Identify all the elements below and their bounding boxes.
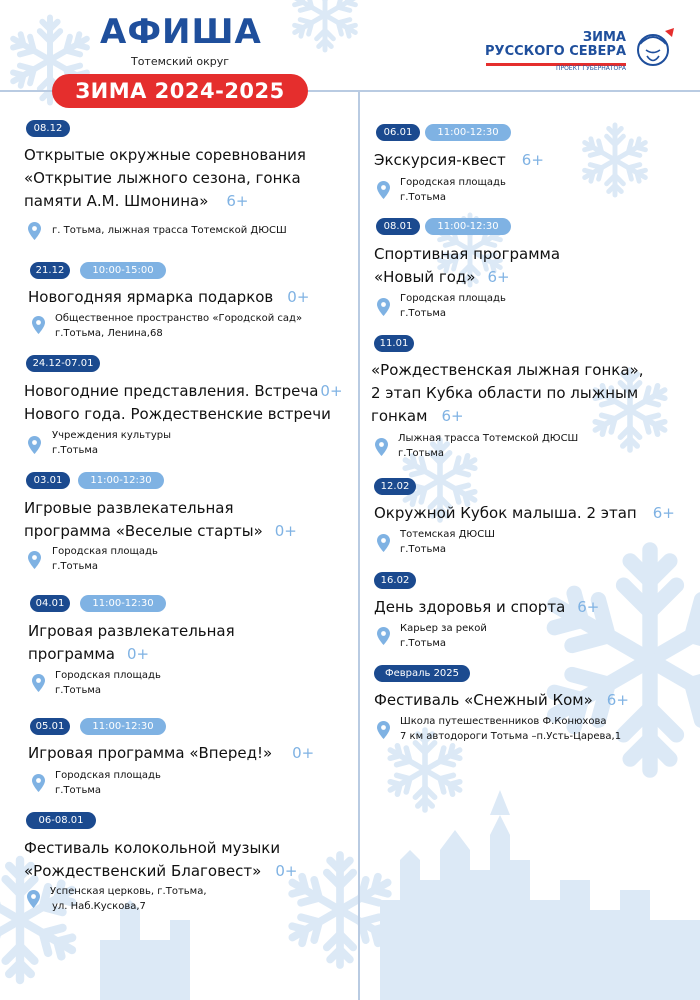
- venue-line: Карьер за рекой: [400, 623, 487, 634]
- location-pin-icon: [377, 534, 390, 552]
- district-subtitle: Тотемский округ: [130, 55, 230, 68]
- event-title-line: Фестиваль колокольной музыки: [24, 839, 281, 857]
- venue-line: г.Тотьма: [400, 638, 447, 649]
- venue-line: г. Тотьма, лыжная трасса Тотемской ДЮСШ: [52, 225, 287, 236]
- event-title: [24, 837, 354, 883]
- location-pin-icon: [377, 181, 390, 199]
- event-title: [24, 144, 354, 213]
- location-pin-icon: [32, 316, 45, 334]
- location-pin-icon: [375, 438, 388, 456]
- event-venue: [400, 527, 495, 557]
- location-pin-icon: [377, 298, 390, 316]
- event-title-line: День здоровья и спорта: [374, 598, 566, 616]
- event-title-line: «Открытие лыжного сезона, гонка: [24, 169, 301, 187]
- location-pin-icon: [28, 222, 41, 240]
- age-rating: 6+: [652, 504, 675, 522]
- season-badge: ЗИМА 2024-2025: [52, 74, 308, 108]
- event-venue: [52, 223, 287, 238]
- venue-line: г.Тотьма: [55, 685, 102, 696]
- age-rating: 0+: [292, 744, 315, 762]
- event-time-badge: 11:00-12:30: [80, 718, 166, 735]
- logo-line: РУССКОГО СЕВЕРА: [485, 44, 626, 59]
- event-title-line: «Рождественский Благовест»: [24, 862, 262, 880]
- venue-line: Тотемская ДЮСШ: [400, 529, 495, 540]
- age-rating: 6+: [577, 598, 600, 616]
- venue-line: г.Тотьма: [400, 544, 447, 555]
- venue-line: Общественное пространство «Городской сад»: [55, 313, 303, 324]
- venue-line: Успенская церковь, г.Тотьма,: [50, 886, 207, 897]
- venue-line: 7 км автодороги Тотьма –п.Усть-Царева,1: [400, 731, 622, 742]
- event-time-badge: 11:00-12:30: [80, 595, 166, 612]
- age-rating: 0+: [274, 522, 297, 540]
- event-venue: [50, 884, 207, 914]
- page-title: АФИША: [100, 12, 262, 52]
- event-venue: [400, 621, 487, 651]
- event-time-badge: 11:00-12:30: [78, 472, 164, 489]
- venue-line: Городская площадь: [400, 293, 506, 304]
- event-title-line: Игровая программа «Вперед!»: [28, 744, 273, 762]
- logo-tagline: ПРОЕКТ ГУБЕРНАТОРА: [555, 65, 626, 72]
- venue-line: Учреждения культуры: [52, 430, 172, 441]
- event-title-line: Игровые развлекательная: [24, 499, 234, 517]
- location-pin-icon: [377, 627, 390, 645]
- venue-line: г.Тотьма: [52, 561, 99, 572]
- event-date-badge: 06-08.01: [26, 812, 96, 829]
- age-rating: 0+: [287, 288, 310, 306]
- location-pin-icon: [377, 721, 390, 739]
- event-title: [374, 243, 694, 289]
- event-title: [28, 620, 358, 666]
- age-rating: 0+: [275, 862, 298, 880]
- snowflake-icon: [290, 0, 359, 50]
- event-title-line: Открытые окружные соревнования: [24, 146, 306, 164]
- event-title: [374, 596, 699, 619]
- event-date-badge: 11.01: [374, 335, 414, 352]
- event-date-badge: 08.12: [26, 120, 70, 137]
- event-title: [28, 286, 358, 309]
- event-venue: [55, 768, 161, 798]
- age-rating: 6+: [606, 691, 629, 709]
- event-title: [374, 502, 699, 525]
- event-date-badge: 06.01: [376, 124, 420, 141]
- event-time-badge: 10:00-15:00: [80, 262, 166, 279]
- age-rating: 0+: [126, 645, 150, 663]
- age-rating: 0+: [320, 382, 343, 400]
- event-title-line: Окружной Кубок малыша. 2 этап: [374, 504, 637, 522]
- event-date-badge: 16.02: [374, 572, 416, 589]
- event-venue: [400, 714, 621, 744]
- venue-line: г.Тотьма: [398, 448, 445, 459]
- event-title-line: программа: [28, 645, 115, 663]
- event-title-line: Фестиваль «Снежный Ком»: [374, 691, 593, 709]
- logo-line: ЗИМА: [582, 30, 626, 45]
- event-title-line: программа «Веселые старты»: [24, 522, 263, 540]
- event-venue: [55, 311, 302, 341]
- event-title-line: 2 этап Кубка области по лыжным: [371, 384, 639, 402]
- event-title: [374, 149, 694, 172]
- event-date-badge: 05.01: [30, 718, 70, 735]
- event-title: [24, 380, 358, 426]
- event-title: [374, 689, 699, 712]
- event-title-line: «Рождественская лыжная гонка»,: [371, 361, 644, 379]
- venue-line: Школа путешественников Ф.Конюхова: [400, 716, 607, 727]
- event-title-line: Нового года. Рождественские встречи: [24, 405, 331, 423]
- event-title: [28, 742, 358, 765]
- venue-line: Городская площадь: [400, 177, 506, 188]
- event-title-line: Экскурсия-квест: [374, 151, 506, 169]
- venue-line: ул. Наб.Кускова,7: [52, 901, 146, 912]
- venue-line: г.Тотьма: [52, 445, 99, 456]
- event-title-line: Игровая развлекательная: [28, 622, 235, 640]
- age-rating: 6+: [487, 268, 510, 286]
- event-title: [24, 497, 354, 543]
- venue-line: Лыжная трасса Тотемской ДЮСШ: [398, 433, 579, 444]
- event-date-badge: 12.02: [374, 478, 416, 495]
- venue-line: г.Тотьма: [400, 192, 447, 203]
- event-title-line: памяти А.М. Шмонина»: [24, 192, 209, 210]
- age-rating: 6+: [521, 151, 544, 169]
- event-date-badge: 24.12-07.01: [26, 355, 100, 372]
- event-time-badge: 11:00-12:30: [425, 124, 511, 141]
- column-divider: [358, 92, 360, 1000]
- event-date-badge: 03.01: [26, 472, 70, 489]
- location-pin-icon: [32, 674, 45, 692]
- event-date-badge: 04.01: [30, 595, 70, 612]
- age-rating: 6+: [441, 407, 464, 425]
- event-title-line: Новогодние представления. Встреча: [24, 382, 319, 400]
- event-venue: [398, 431, 578, 461]
- event-title: [371, 359, 696, 428]
- location-pin-icon: [27, 890, 40, 908]
- event-venue: [52, 428, 171, 458]
- age-rating: 6+: [226, 192, 249, 210]
- venue-line: Городская площадь: [55, 770, 161, 781]
- logo-zima-russkogo-severa: [482, 30, 678, 76]
- location-pin-icon: [32, 774, 45, 792]
- event-time-badge: 11:00-12:30: [425, 218, 511, 235]
- location-pin-icon: [28, 551, 41, 569]
- event-title-line: Спортивная программа: [374, 245, 561, 263]
- event-venue: [52, 544, 158, 574]
- event-venue: [400, 175, 506, 205]
- venue-line: Городская площадь: [55, 670, 161, 681]
- santa-emblem-icon: [632, 26, 678, 72]
- event-title-line: «Новый год»: [374, 268, 476, 286]
- event-title-line: Новогодняя ярмарка подарков: [28, 288, 274, 306]
- event-venue: [400, 291, 506, 321]
- event-venue: [55, 668, 161, 698]
- event-date-badge: 21.12: [30, 262, 70, 279]
- event-date-badge: 08.01: [376, 218, 420, 235]
- venue-line: г.Тотьма, Ленина,68: [55, 328, 163, 339]
- event-title-line: гонкам: [371, 407, 428, 425]
- venue-line: г.Тотьма: [55, 785, 102, 796]
- event-date-badge: Февраль 2025: [374, 665, 470, 682]
- venue-line: г.Тотьма: [400, 308, 447, 319]
- venue-line: Городская площадь: [52, 546, 158, 557]
- location-pin-icon: [28, 436, 41, 454]
